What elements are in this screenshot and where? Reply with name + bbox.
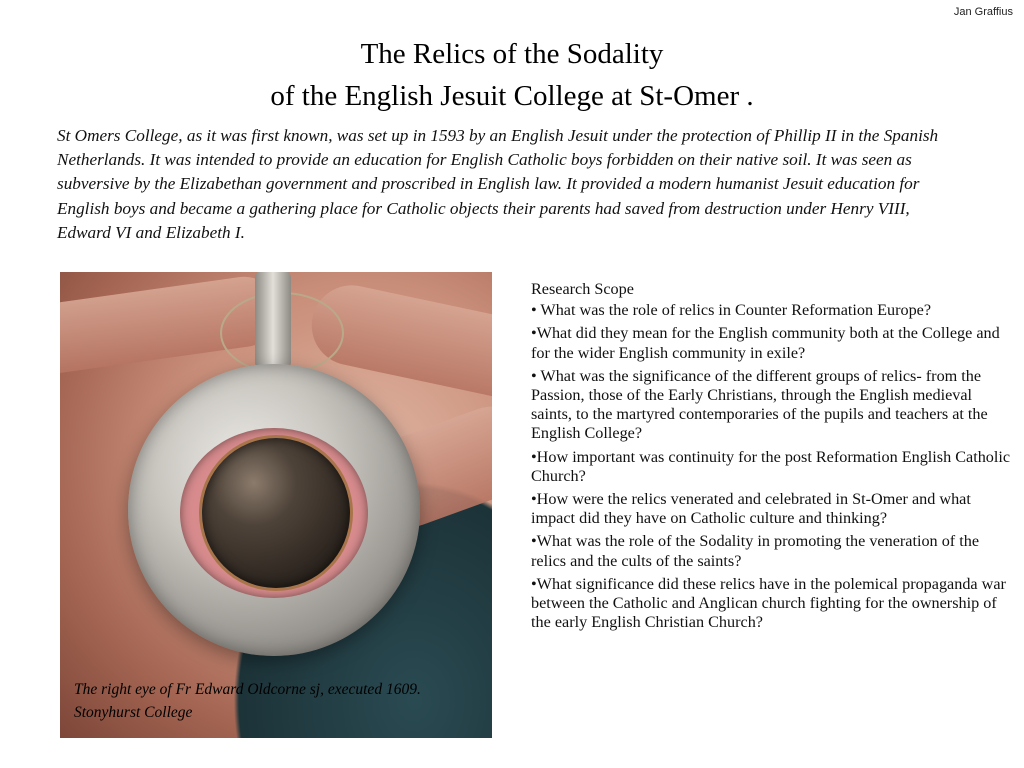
reliquary-loop xyxy=(255,272,291,370)
research-question: • What was the role of relics in Counter Reformation Europe? xyxy=(531,301,932,320)
research-scope-heading: Research Scope xyxy=(531,280,634,298)
research-question: •What did they mean for the English community both at the College and for the wider English community in exile? xyxy=(531,324,1000,362)
relic-eye xyxy=(202,438,350,588)
research-question: • What was the significance of the different groups of relics- from the Passion, those of the Early Christians, through the English medieval saints, to the martyred contemporaries of the pupils and teachers at the English College? xyxy=(531,366,988,443)
research-question: •How were the relics venerated and celebrated in St-Omer and what impact did they have on Catholic culture and thinking? xyxy=(531,490,971,528)
reliquary-case xyxy=(128,364,420,656)
intro-paragraph: St Omers College, as it was first known, was set up in 1593 by an English Jesuit under the protection of Phillip II in the Spanish Netherlands. It was intended to provide an education for English Catholic boys forbidden on their native soil. It was seen as subversive by the Elizabethan government and proscribed in English law. It provided a modern humanist Jesuit education for English boys and became a gathering place for Catholic objects their parents had saved from destruction under Henry VIII, Edward VI and Elizabeth I. xyxy=(57,126,939,242)
page-title xyxy=(0,33,1024,117)
relic-photo xyxy=(60,272,492,738)
research-question: •What significance did these relics have in the polemical propaganda war between the Catholic and Anglican church fighting for the ownership of the early English Christian Church? xyxy=(531,574,1006,632)
research-scope xyxy=(531,280,1013,636)
author-name: Jan Graffius xyxy=(953,6,1013,18)
research-question: •What was the role of the Sodality in promoting the veneration of the relics and the cults of the saints? xyxy=(531,532,980,570)
title-line-2: of the English Jesuit College at St-Omer . xyxy=(270,80,754,112)
photo-caption: The right eye of Fr Edward Oldcorne sj, executed 1609. Stonyhurst College xyxy=(74,681,421,721)
title-line-1: The Relics of the Sodality xyxy=(360,38,664,70)
research-question: •How important was continuity for the post Reformation English Catholic Church? xyxy=(531,447,1011,485)
reliquary-window xyxy=(180,428,368,598)
